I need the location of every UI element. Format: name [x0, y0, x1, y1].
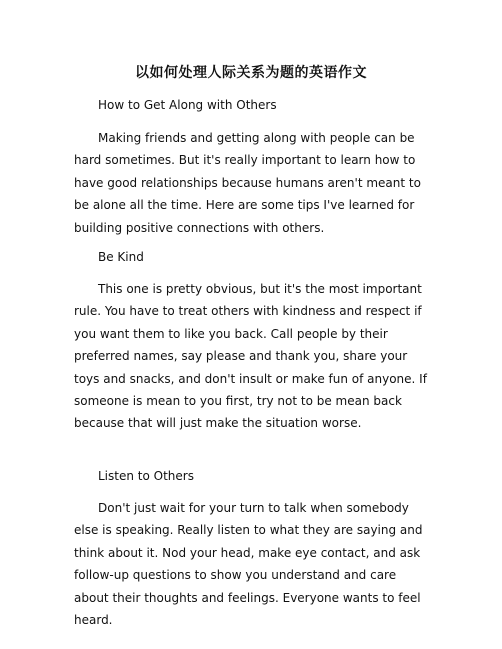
- document-title: 以如何处理人际关系为题的英语作文: [135, 65, 367, 81]
- section-heading-be-kind: Be Kind: [98, 250, 144, 264]
- intro-paragraph: Making friends and getting along with people can be hard sometimes. But it's really important to learn how to have good relationships because humans aren't meant to be alone all the time. Here are some tips I've learned for building positive connections with others.: [74, 131, 421, 235]
- document-subtitle: How to Get Along with Others: [98, 98, 277, 112]
- section-body-listen: Don't just wait for your turn to talk when somebody else is speaking. Really listen to what they are saying and think about it. Nod your head, make eye contact, and ask follow-up questions to show you understand and care about their thoughts and feelings. Everyone wants to feel heard.: [74, 501, 423, 628]
- section-heading-listen: Listen to Others: [98, 469, 194, 483]
- section-body-be-kind: This one is pretty obvious, but it's the most important rule. You have to treat others with kindness and respect if you want them to like you back. Call people by their preferred names, say please and thank you, share your toys and snacks, and don't insult or make fun of anyone. If someone is mean to you first, try not to be mean back because that will just make the situation worse.: [74, 282, 427, 431]
